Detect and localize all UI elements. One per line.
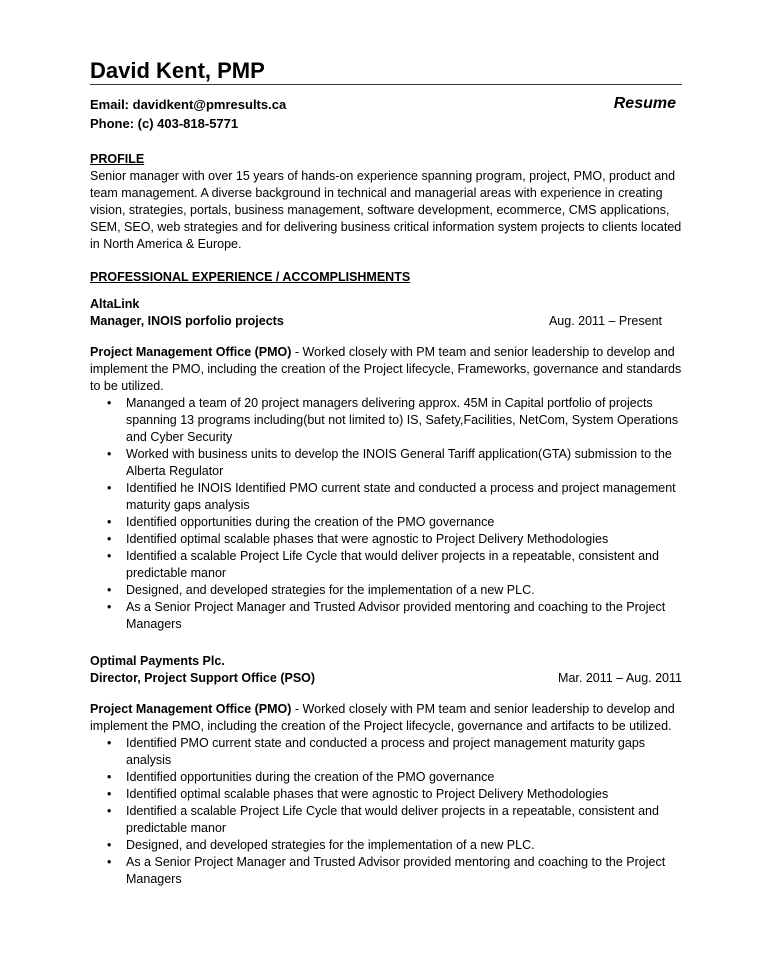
job-description-text: - Worked closely with PM team and senior leadership to develop and implement the PMO, including the creation of the Project lifecycle, governance and artifacts to be utilized. [90, 702, 675, 733]
resume-body [90, 151, 682, 888]
profile-heading: PROFILE [90, 152, 145, 166]
list-item: • Worked with business units to develop the INOIS General Tariff application(GTA) submission to the Alberta Regulator [126, 446, 682, 480]
accomplishment-list [90, 395, 682, 633]
list-item: • Identified opportunities during the creation of the PMO governance [126, 769, 682, 786]
job-description-lead: Project Management Office (PMO) [90, 345, 292, 359]
job-dates: Aug. 2011 – Present [548, 314, 662, 328]
company-name: Optimal Payments Plc. [90, 654, 225, 668]
list-item: • Identified he INOIS Identified PMO current state and conducted a process and project management maturity gaps analysis [126, 480, 682, 514]
job-description-lead: Project Management Office (PMO) [90, 702, 292, 716]
list-item: • Designed, and developed strategies for the implementation of a new PLC. [126, 837, 682, 854]
job-title: Manager, INOIS porfolio projects [90, 314, 284, 328]
role-line [90, 670, 682, 687]
profile-summary: Senior manager with over 15 years of hands-on experience spanning program, project, PMO, product and team management. A diverse background in technical and managerial areas with experience in creating vision, strategies, portals, business management, software development, ecommerce, CMS applications, SEM, SEO, web strategies and for delivering business critical information system projects to clients located in North America & Europe. [90, 169, 682, 251]
job-dates: Mar. 2011 – Aug. 2011 [558, 671, 682, 685]
role-line [90, 313, 682, 330]
candidate-name: David Kent, PMP [90, 58, 265, 83]
job-entry [90, 653, 682, 888]
job-description-text: - Worked closely with PM team and senior leadership to develop and implement the PMO, including the creation of the Project lifecycle, Frameworks, governance and standards to be utilized. [90, 345, 682, 393]
list-item: • Identified a scalable Project Life Cycle that would deliver projects in a repeatable, consistent and predictable manor [126, 548, 682, 582]
document-type-label: Resume [613, 95, 676, 112]
list-item: • Identified optimal scalable phases that were agnostic to Project Delivery Methodologies [126, 531, 682, 548]
experience-heading: PROFESSIONAL EXPERIENCE / ACCOMPLISHMENTS [90, 270, 411, 284]
job-description [90, 701, 682, 735]
company-name: AltaLink [90, 297, 140, 311]
list-item: • As a Senior Project Manager and Trusted Advisor provided mentoring and coaching to the Project Managers [126, 854, 682, 888]
accomplishment-list [90, 735, 682, 888]
list-item: • Identified PMO current state and conducted a process and project management maturity gaps analysis [126, 735, 682, 769]
email-line: Email: davidkent@pmresults.ca [90, 97, 287, 112]
header-divider [90, 84, 682, 85]
list-item: • Mananged a team of 20 project managers delivering approx. 45M in Capital portfolio of projects spanning 13 programs including(but not limited to) IS, Safety,Facilities, NetCom, System Operations and Cyber Security [126, 395, 682, 446]
phone-line: Phone: (c) 403-818-5771 [90, 116, 239, 131]
list-item: • As a Senior Project Manager and Trusted Advisor provided mentoring and coaching to the Project Managers [126, 599, 682, 633]
job-entry [90, 296, 682, 633]
list-item: • Identified opportunities during the creation of the PMO governance [126, 514, 682, 531]
list-item: • Identified optimal scalable phases that were agnostic to Project Delivery Methodologies [126, 786, 682, 803]
list-item: • Identified a scalable Project Life Cycle that would deliver projects in a repeatable, consistent and predictable manor [126, 803, 682, 837]
job-title: Director, Project Support Office (PSO) [90, 671, 316, 685]
list-item: • Designed, and developed strategies for the implementation of a new PLC. [126, 582, 682, 599]
job-description [90, 344, 682, 395]
contact-block [90, 95, 680, 133]
